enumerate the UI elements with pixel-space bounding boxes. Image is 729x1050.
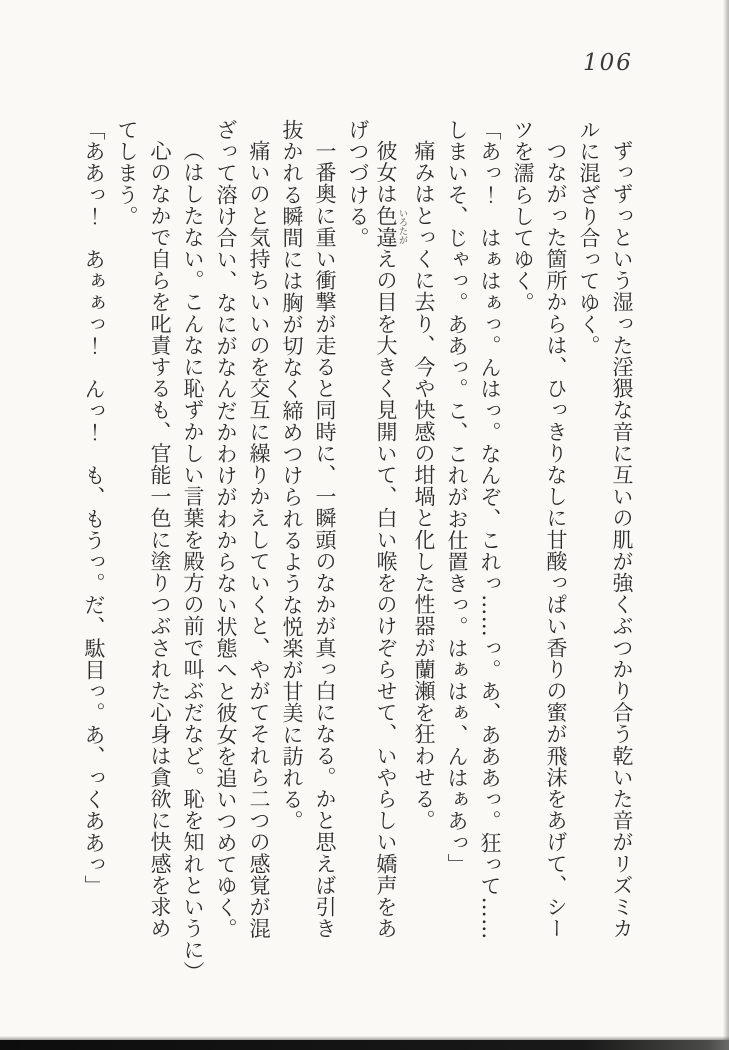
text-column: ツを濡らしてゆく。 — [511, 119, 535, 314]
text-column: てしまう。 — [115, 119, 139, 227]
text-column: 痛みはとっくに去り、今や快感の坩堝と化した性器が蘭瀬を狂わせる。 — [412, 140, 436, 832]
text-column: しまいそ、じゃっ。ああっ。こ、これがお仕置きっ。はぁはぁ、んはぁあっ」 — [445, 119, 469, 875]
text-column: ざって溶け合い、なにがなんだかわけがわからない状態へと彼女を追いつめてゆく。 — [214, 119, 238, 940]
text-column: 「ああっ！ あぁぁっ！ んっ！ も、もうっ。だ、駄目っ。あ、っくああっ」 — [82, 119, 106, 897]
ruby-annotated-word: 色違 いろたが — [374, 204, 407, 249]
page-number: 106 — [583, 50, 633, 76]
text-column: ずっずっという湿った淫猥な音に互いの肌が強くぶつかり合う乾いた音がリズミカ — [610, 140, 634, 940]
text-column: ルに混ざり合ってゆく。 — [577, 119, 601, 357]
text-column: げつづける。 — [346, 119, 370, 249]
text-column: 彼女は色違 いろたがえの目を大きく見開いて、白い喉をのけぞらせて、いやらしい嬌声をあ — [374, 140, 407, 940]
text-column: 痛いのと気持ちいいのを交互に繰りかえしていくと、やがてそれら二つの感覚が混 — [247, 140, 271, 940]
text-block — [77, 119, 638, 1009]
text-column: つながった箇所からは、ひっきりなしに甘酸っぱい香りの蜜が飛沫をあげて、シー — [544, 140, 568, 940]
furigana: いろたが — [397, 204, 407, 248]
page-edge-shadow — [723, 0, 729, 1050]
text-column: 抜かれる瞬間には胸が切なく締めつけられるような悦楽が甘美に訪れる。 — [280, 119, 304, 832]
text-column: 一番奥に重い衝撃が走ると同時に、一瞬頭のなかが真っ白になる。かと思えば引き — [313, 140, 337, 940]
text-column: （はしたない。こんなに恥ずかしい言葉を殿方の前で叫ぶだなど。恥を知れというに） — [181, 140, 205, 983]
scan-edge-band — [0, 1040, 729, 1050]
text-column: 心のなかで自らを叱責するも、官能一色に塗りつぶされた心身は貪欲に快感を求め — [148, 140, 172, 940]
text-column: 「あっ！ はぁはぁっ。んはっ。なんぞ、これっ……っ。あ、あああっ。狂って…… — [478, 119, 502, 940]
